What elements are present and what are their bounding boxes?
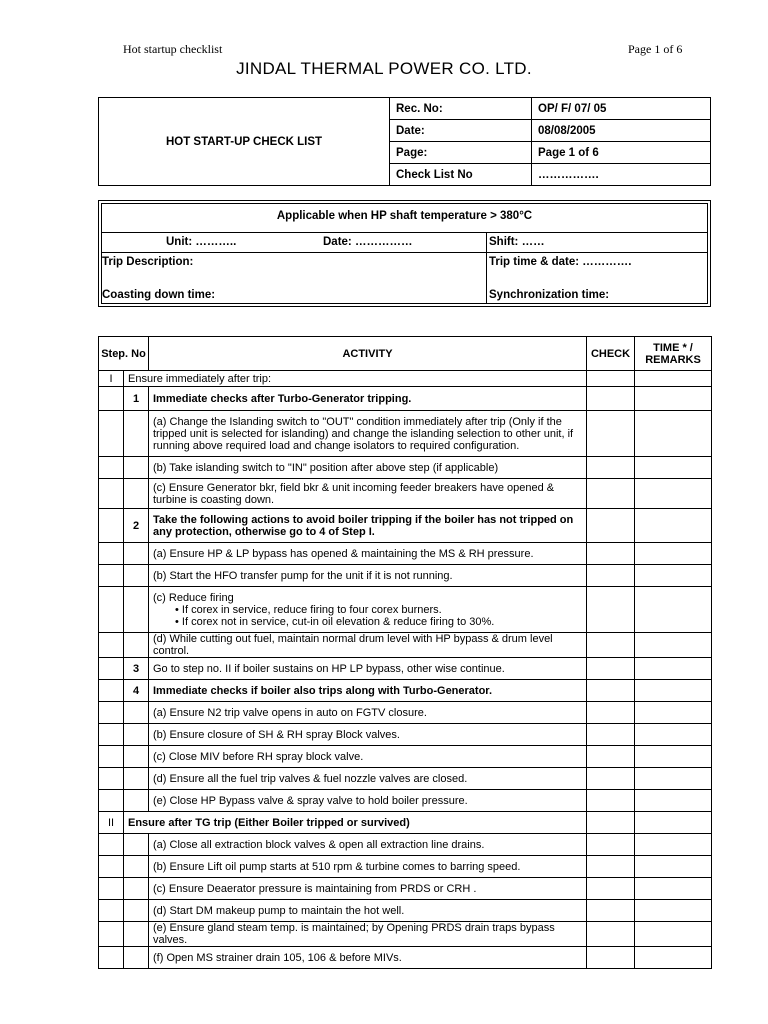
- remarks-cell[interactable]: [635, 746, 712, 768]
- remarks-cell[interactable]: [635, 768, 712, 790]
- remarks-cell[interactable]: [635, 658, 712, 680]
- check-cell[interactable]: [587, 658, 635, 680]
- step-number-cell: [99, 922, 124, 947]
- trip-info-box: [98, 200, 711, 307]
- activity-sub-item: (b) Ensure closure of SH & RH spray Block valves.: [153, 728, 400, 741]
- checklist-table: [98, 336, 711, 991]
- step-number: II: [99, 812, 124, 834]
- activity-sub-item: (d) While cutting out fuel, maintain normal drum level with HP bypass & drum level control.: [153, 633, 553, 657]
- activity-text: [149, 724, 587, 746]
- checklist-title: HOT START-UP CHECK LIST: [99, 98, 390, 186]
- check-cell[interactable]: [587, 922, 635, 947]
- check-cell[interactable]: [587, 457, 635, 479]
- remarks-cell[interactable]: [635, 878, 712, 900]
- check-cell[interactable]: [587, 565, 635, 587]
- remarks-cell[interactable]: [635, 856, 712, 878]
- activity-text: Go to step no. II if boiler sustains on HP LP bypass, other wise continue.: [149, 658, 587, 680]
- checklist-row: [99, 900, 712, 922]
- check-cell[interactable]: [587, 633, 635, 658]
- section-title: Ensure immediately after trip:: [124, 371, 587, 387]
- date-value: 08/08/2005: [532, 120, 711, 142]
- check-cell[interactable]: [587, 947, 635, 969]
- remarks-cell[interactable]: [635, 479, 712, 509]
- remarks-cell[interactable]: [635, 371, 712, 387]
- activity-sub-item: (c) Ensure Deaerator pressure is maintaining from PRDS or CRH .: [153, 882, 477, 895]
- remarks-cell[interactable]: [635, 724, 712, 746]
- check-cell[interactable]: [587, 479, 635, 509]
- activity-sub-item: (a) Close all extraction block valves & open all extraction line drains.: [153, 838, 485, 851]
- check-cell[interactable]: [587, 371, 635, 387]
- activity-sub-item: (b) Take islanding switch to "IN" position after above step (if applicable): [153, 461, 499, 474]
- col-step-no: Step. No: [99, 337, 149, 371]
- checklist-row: [99, 878, 712, 900]
- checklist-row: [99, 746, 712, 768]
- page-label: Page:: [390, 142, 532, 164]
- remarks-cell[interactable]: [635, 411, 712, 457]
- sub-step-number: 1: [124, 387, 149, 411]
- checklist-row: [99, 922, 712, 947]
- checklist-row: [99, 812, 712, 834]
- activity-sub-item: (a) Ensure HP & LP bypass has opened & maintaining the MS & RH pressure.: [153, 547, 534, 560]
- check-cell[interactable]: [587, 724, 635, 746]
- remarks-cell[interactable]: [635, 900, 712, 922]
- sub-step-number: [124, 633, 149, 658]
- remarks-cell[interactable]: [635, 457, 712, 479]
- applicable-condition: Applicable when HP shaft temperature > 380°C: [276, 210, 533, 222]
- page-value: Page 1 of 6: [532, 142, 711, 164]
- step-number-cell: [99, 387, 124, 411]
- col-activity: ACTIVITY: [149, 337, 587, 371]
- activity-text: [149, 900, 587, 922]
- step-number-cell: [99, 543, 124, 565]
- step-number: I: [99, 371, 124, 387]
- section-title: Ensure after TG trip (Either Boiler tripped or survived): [124, 812, 587, 834]
- step-number-cell: [99, 900, 124, 922]
- activity-sub-item: (d) Start DM makeup pump to maintain the hot well.: [153, 904, 405, 917]
- activity-text: [149, 411, 587, 457]
- check-cell[interactable]: [587, 856, 635, 878]
- sub-step-number: 2: [124, 509, 149, 543]
- checklist-row: [99, 587, 712, 633]
- activity-text: [149, 702, 587, 724]
- activity-text: [149, 878, 587, 900]
- activity-text: [149, 746, 587, 768]
- rec-no-label: Rec. No:: [390, 98, 532, 120]
- check-cell[interactable]: [587, 411, 635, 457]
- activity-text: [149, 768, 587, 790]
- step-number-cell: [99, 411, 124, 457]
- check-cell[interactable]: [587, 878, 635, 900]
- activity-text: Immediate checks if boiler also trips along with Turbo-Generator.: [149, 680, 587, 702]
- activity-text: [149, 633, 587, 658]
- activity-text: [149, 922, 587, 947]
- checklist-row: [99, 387, 712, 411]
- trip-time-field: Trip time & date: ………….: [489, 256, 632, 268]
- coasting-time-field: Coasting down time:: [102, 289, 216, 301]
- activity-sub-item: (d) Ensure all the fuel trip valves & fuel nozzle valves are closed.: [153, 772, 468, 785]
- activity-text: Take the following actions to avoid boiler tripping if the boiler has not tripped on any protection, otherwise go to 4 of Step I.: [149, 509, 587, 543]
- activity-text: [149, 565, 587, 587]
- sub-step-number: [124, 411, 149, 457]
- activity-sub-item: (e) Close HP Bypass valve & spray valve to hold boiler pressure.: [153, 794, 468, 807]
- col-time-remarks: TIME * / REMARKS: [635, 337, 712, 371]
- activity-text: [149, 479, 587, 509]
- remarks-cell[interactable]: [635, 680, 712, 702]
- remarks-cell[interactable]: [635, 509, 712, 543]
- sub-step-number: [124, 768, 149, 790]
- step-number-cell: [99, 790, 124, 812]
- remarks-cell[interactable]: [635, 543, 712, 565]
- checklist-row: [99, 658, 712, 680]
- sub-step-number: [124, 543, 149, 565]
- sub-step-number: [124, 746, 149, 768]
- shift-field: Shift: ……: [489, 236, 545, 248]
- step-number-cell: [99, 658, 124, 680]
- activity-sub-item: (b) Start the HFO transfer pump for the unit if it is not running.: [153, 569, 453, 582]
- checklist-row: [99, 371, 712, 387]
- checklist-row: [99, 479, 712, 509]
- activity-text: [149, 947, 587, 969]
- sub-step-number: 3: [124, 658, 149, 680]
- step-number-cell: [99, 702, 124, 724]
- remarks-cell[interactable]: [635, 387, 712, 411]
- checklist-no-value: …………….: [532, 164, 711, 186]
- remarks-cell[interactable]: [635, 922, 712, 947]
- step-number-cell: [99, 834, 124, 856]
- checklist-row: [99, 633, 712, 658]
- remarks-cell[interactable]: [635, 702, 712, 724]
- bullet-item: • If corex not in service, cut-in oil elevation & reduce firing to 30%.: [175, 615, 495, 628]
- remarks-cell[interactable]: [635, 633, 712, 658]
- checklist-row: [99, 509, 712, 543]
- running-header-page: Page 1 of 6: [628, 42, 683, 56]
- rec-no-value: OP/ F/ 07/ 05: [532, 98, 711, 120]
- check-cell[interactable]: [587, 543, 635, 565]
- activity-text: Immediate checks after Turbo-Generator tripping.: [149, 387, 587, 411]
- step-number-cell: [99, 479, 124, 509]
- checklist-row: [99, 856, 712, 878]
- sub-step-number: 4: [124, 680, 149, 702]
- document-info-table: [98, 97, 711, 186]
- step-number-cell: [99, 587, 124, 633]
- col-check: CHECK: [587, 337, 635, 371]
- bullet-item: • If corex in service, reduce firing to four corex burners.: [175, 603, 442, 616]
- unit-field: Unit: ………..: [166, 236, 237, 248]
- trip-description-field: Trip Description:: [102, 256, 194, 268]
- checklist-row: [99, 724, 712, 746]
- step-number-cell: [99, 768, 124, 790]
- check-cell[interactable]: [587, 790, 635, 812]
- step-number-cell: [99, 680, 124, 702]
- check-cell[interactable]: [587, 900, 635, 922]
- check-cell[interactable]: [587, 680, 635, 702]
- check-cell[interactable]: [587, 746, 635, 768]
- checklist-row: [99, 834, 712, 856]
- date-label: Date:: [390, 120, 532, 142]
- sub-step-number: [124, 922, 149, 947]
- sub-step-number: [124, 947, 149, 969]
- activity-sub-item: (c) Ensure Generator bkr, field bkr & unit incoming feeder breakers have opened & turbine is coasting down.: [153, 481, 555, 506]
- check-cell[interactable]: [587, 587, 635, 633]
- activity-text: [149, 587, 587, 633]
- checklist-no-label: Check List No: [390, 164, 532, 186]
- check-cell[interactable]: [587, 702, 635, 724]
- sub-step-number: [124, 856, 149, 878]
- company-name: JINDAL THERMAL POWER CO. LTD.: [236, 59, 532, 78]
- step-number-cell: [99, 509, 124, 543]
- checklist-row: [99, 457, 712, 479]
- check-cell[interactable]: [587, 509, 635, 543]
- step-number-cell: [99, 878, 124, 900]
- step-number-cell: [99, 633, 124, 658]
- activity-text: [149, 834, 587, 856]
- step-number-cell: [99, 947, 124, 969]
- activity-sub-item: (a) Change the Islanding switch to "OUT" condition immediately after trip (Only if the tripped unit is selected for islanding) and change the islanding selection to other unit, if running above required load and change isolators to required configuration.: [153, 415, 574, 452]
- sub-step-number: [124, 878, 149, 900]
- remarks-cell[interactable]: [635, 947, 712, 969]
- remarks-cell[interactable]: [635, 834, 712, 856]
- sub-step-number: [124, 587, 149, 633]
- date-field: Date: ……………: [323, 236, 413, 248]
- checklist-row: [99, 947, 712, 969]
- activity-sub-item: (e) Ensure gland steam temp. is maintained; by Opening PRDS drain traps bypass valves.: [153, 922, 555, 946]
- checklist-row: [99, 565, 712, 587]
- step-number-cell: [99, 746, 124, 768]
- sub-step-number: [124, 724, 149, 746]
- check-cell[interactable]: [587, 834, 635, 856]
- check-cell[interactable]: [587, 387, 635, 411]
- sub-step-number: [124, 900, 149, 922]
- check-cell[interactable]: [587, 812, 635, 834]
- step-number-cell: [99, 724, 124, 746]
- remarks-cell[interactable]: [635, 565, 712, 587]
- activity-text: [149, 457, 587, 479]
- activity-text: [149, 856, 587, 878]
- sub-step-number: [124, 790, 149, 812]
- step-number-cell: [99, 565, 124, 587]
- checklist-row: [99, 680, 712, 702]
- step-number-cell: [99, 856, 124, 878]
- remarks-cell[interactable]: [635, 812, 712, 834]
- sub-step-number: [124, 702, 149, 724]
- checklist-row: [99, 790, 712, 812]
- activity-sub-item: (a) Ensure N2 trip valve opens in auto on FGTV closure.: [153, 706, 427, 719]
- sub-step-number: [124, 834, 149, 856]
- sub-step-number: [124, 565, 149, 587]
- check-cell[interactable]: [587, 768, 635, 790]
- activity-sub-item: (c) Reduce firing: [153, 591, 234, 604]
- remarks-cell[interactable]: [635, 587, 712, 633]
- activity-sub-item: (f) Open MS strainer drain 105, 106 & before MIVs.: [153, 951, 402, 964]
- sub-step-number: [124, 457, 149, 479]
- checklist-row: [99, 702, 712, 724]
- activity-text: [149, 543, 587, 565]
- running-header-title: Hot startup checklist: [123, 42, 223, 56]
- activity-sub-item: (c) Close MIV before RH spray block valve.: [153, 750, 364, 763]
- activity-sub-item: (b) Ensure Lift oil pump starts at 510 rpm & turbine comes to barring speed.: [153, 860, 521, 873]
- checklist-row: [99, 411, 712, 457]
- activity-text: [149, 790, 587, 812]
- sub-step-number: [124, 479, 149, 509]
- step-number-cell: [99, 457, 124, 479]
- checklist-row: [99, 543, 712, 565]
- sync-time-field: Synchronization time:: [489, 289, 610, 301]
- checklist-row: [99, 768, 712, 790]
- remarks-cell[interactable]: [635, 790, 712, 812]
